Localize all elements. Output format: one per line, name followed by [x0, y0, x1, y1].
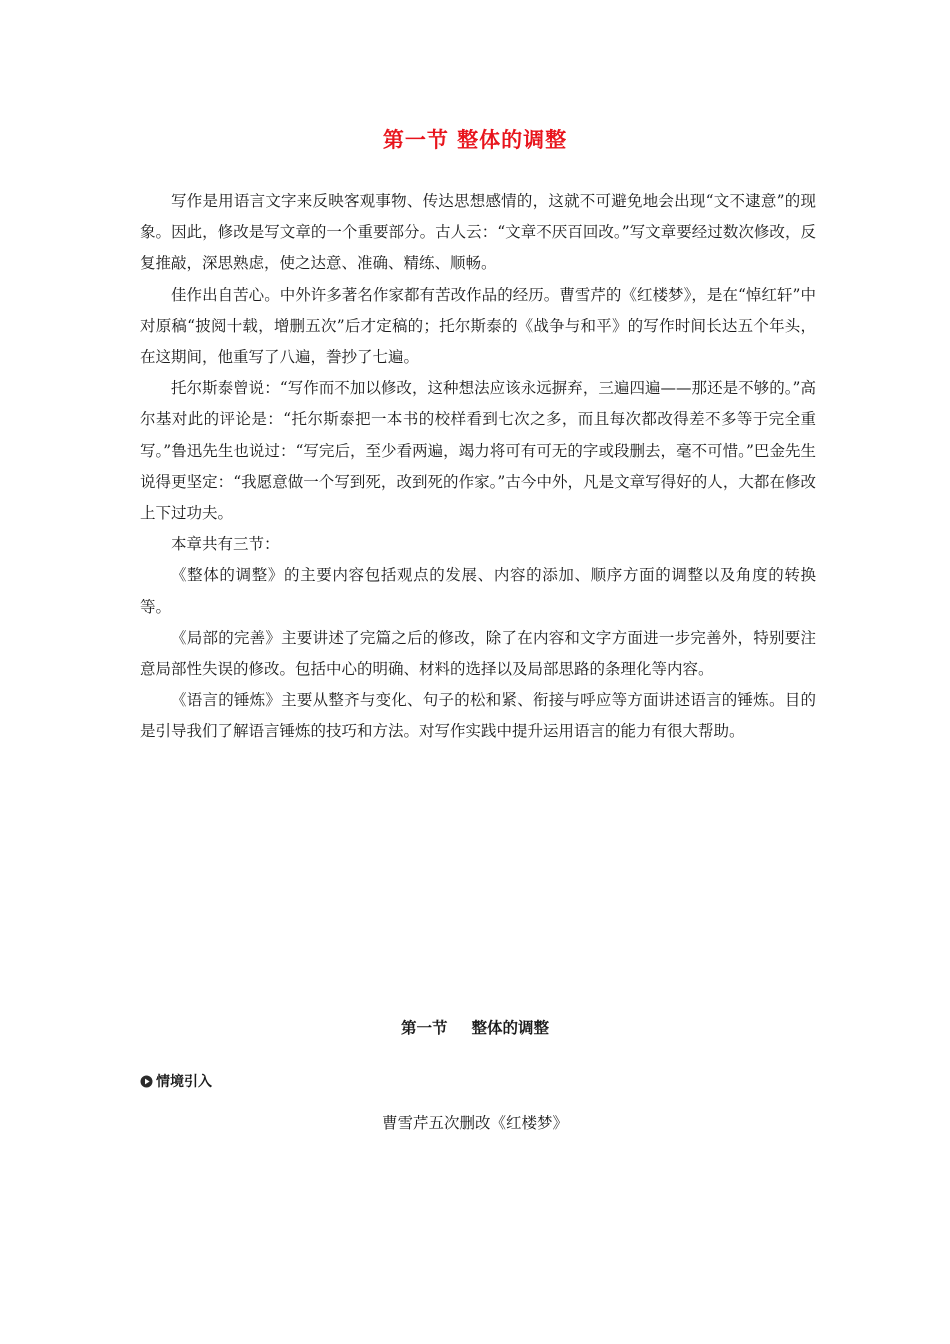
paragraph: 《整体的调整》的主要内容包括观点的发展、内容的添加、顺序方面的调整以及角度的转换等。 [140, 566, 816, 616]
scenario-intro-label [140, 1071, 212, 1091]
paragraph: 托尔斯泰曾说：“写作而不加以修改，这种想法应该永远摒弃，三遍四遍——那还是不够的。”高尔基对此的评论是：“托尔斯泰把一本书的校样看到七次之多，而且每次都改得差不多等于完全重写。”鲁迅先生也说过：“写完后，至少看两遍，竭力将可有可无的字或段删去，毫不可惜。”巴金先生说得更坚定：“我愿意做一个写到死，改到死的作家。”古今中外，凡是文章写得好的人，大都在修改上下过功夫。 [140, 379, 816, 523]
section-heading [0, 1016, 950, 1038]
paragraph: 本章共有三节： [171, 535, 280, 554]
play-circle-icon [140, 1075, 153, 1088]
paragraph: 《语言的锤炼》主要从整齐与变化、句子的松和紧、衔接与呼应等方面讲述语言的锤炼。目的是引导我们了解语言锤炼的技巧和方法。对写作实践中提升运用语言的能力有很大帮助。 [140, 691, 816, 741]
section-number: 第一节 [400, 1019, 448, 1037]
story-title: 曹雪芹五次删改《红楼梦》 [381, 1114, 568, 1132]
section-name: 整体的调整 [471, 1019, 550, 1037]
paragraph: 《局部的完善》主要讲述了完篇之后的修改，除了在内容和文字方面进一步完善外，特别要注意局部性失误的修改。包括中心的明确、材料的选择以及局部思路的条理化等内容。 [140, 628, 816, 679]
paragraph: 写作是用语言文字来反映客观事物、传达思想感情的，这就不可避免地会出现“文不逮意”的现象。因此，修改是写文章的一个重要部分。古人云：“文章不厌百回改。”写文章要经过数次修改，反复推敲，深思熟虑，使之达意、准确、精练、顺畅。 [140, 192, 816, 273]
paragraph: 佳作出自苦心。中外许多著名作家都有苦改作品的经历。曹雪芹的《红楼梦》，是在“悼红轩”中对原稿“披阅十载，增删五次”后才定稿的；托尔斯泰的《战争与和平》的写作时间长达五个年头，在这期间，他重写了八遍，誊抄了七遍。 [140, 285, 816, 367]
intro-label-text: 情境引入 [156, 1074, 212, 1090]
page-title: 第一节 整体的调整 [382, 128, 568, 152]
chapter-intro-text [140, 186, 816, 748]
